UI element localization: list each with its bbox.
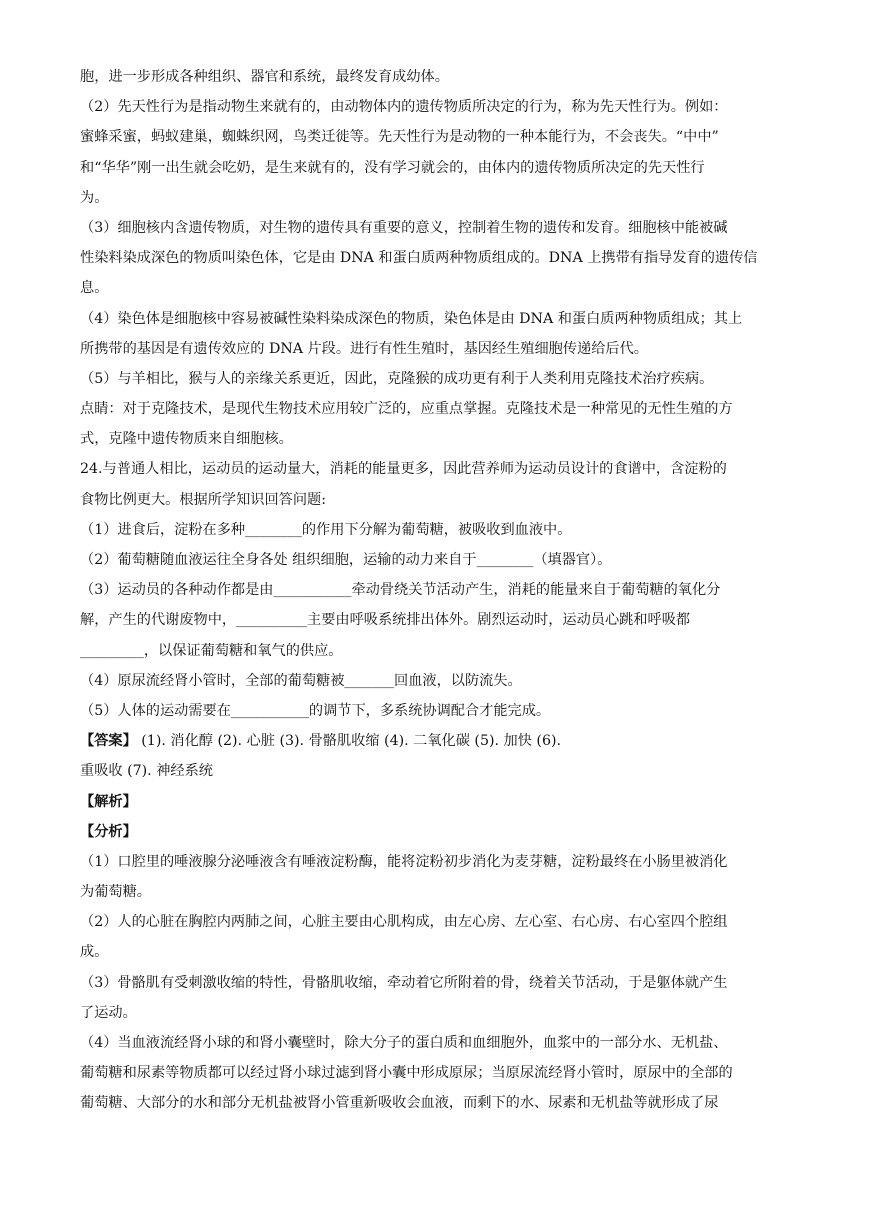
question-line: 食物比例更大。根据所学知识回答问题: [80, 491, 326, 508]
text-line: 息。 [80, 280, 109, 297]
question-line: （3）运动员的各种动作都是由___________牵动骨绕关节活动产生，消耗的能量来自于葡萄糖的氧化分 [80, 582, 721, 599]
answer-label: 【答案】 [80, 733, 137, 750]
document-body [80, 62, 792, 1119]
analysis-line: （1）口腔里的唾液腺分泌唾液含有唾液淀粉酶，能将淀粉初步消化为麦芽糖，淀粉最终在小肠里被消化 [80, 853, 728, 870]
text-line: （4）染色体是细胞核中容易被碱性染料染成深色的物质，染色体是由 DNA 和蛋白质两种物质组成；其上 [80, 310, 743, 327]
question-line: 24.与普通人相比，运动员的运动量大，消耗的能量更多，因此营养师为运动员设计的食谱中，含淀粉的 [80, 461, 727, 478]
analysis-line: （2）人的心脏在胸腔内两肺之间，心脏主要由心肌构成，由左心房、左心室、右心房、右心室四个腔组 [80, 914, 728, 931]
question-line: （2）葡萄糖随血液运往全身各处 组织细胞，运输的动力来自于________（填器官）。 [80, 552, 612, 568]
text-line: 胞，进一步形成各种组织、器官和系统，最终发育成幼体。 [80, 69, 449, 85]
text-line: 所携带的基因是有遗传效应的 DNA 片段。进行有性生殖时，基因经生殖细胞传递给后代。 [80, 340, 648, 357]
analysis-line: （3）骨骼肌有受刺激收缩的特性，骨骼肌收缩，牵动着它所附着的骨，绕着关节活动，于是躯体就产生 [80, 974, 728, 991]
analysis-line: 成。 [80, 944, 109, 961]
answer-line-continued: 重吸收 (7). 神经系统 [80, 763, 213, 780]
analysis-line: 了运动。 [80, 1004, 137, 1021]
text-line: 式，克隆中遗传物质来自细胞核。 [80, 431, 293, 448]
answer-line [80, 726, 792, 756]
text-line: 蜜蜂采蜜，蚂蚁建巢，蜘蛛织网，鸟类迁徙等。先天性行为是动物的一种本能行为，不会丧失。“中中” [80, 129, 719, 146]
analysis-line: 为葡萄糖。 [80, 884, 151, 901]
question-line: （4）原尿流经肾小管时，全部的葡萄糖被_______回血液，以防流失。 [80, 672, 522, 689]
question-line: _________，以保证葡萄糖和氧气的供应。 [80, 642, 343, 659]
text-line: 性染料染成深色的物质叫染色体，它是由 DNA 和蛋白质两种物质组成的。DNA 上携带有指导发育的遗传信 [80, 250, 758, 267]
text-line: 和“华华”刚一出生就会吃奶，是生来就有的，没有学习就会的，由体内的遗传物质所决定的先天性行 [80, 159, 705, 176]
question-line: （5）人体的运动需要在___________的调节下，多系统协调配合才能完成。 [80, 702, 551, 719]
analysis-label: 【解析】 [80, 793, 137, 810]
analysis-line: （4）当血液流经肾小球的和肾小囊壁时，除大分子的蛋白质和血细胞外，血浆中的一部分水、无机盐、 [80, 1035, 728, 1051]
question-line: （1）进食后，淀粉在多种________的作用下分解为葡萄糖，被吸收到血液中。 [80, 521, 572, 538]
question-line: 解，产生的代谢废物中，__________主要由呼吸系统排出体外。剧烈运动时，运动员心跳和呼吸都 [80, 612, 691, 629]
text-line: （2）先天性行为是指动物生来就有的，由动物体内的遗传物质所决定的行为，称为先天性行为。例如： [80, 99, 728, 116]
text-line: （5）与羊相比，猴与人的亲缘关系更近，因此，克隆猴的成功更有利于人类利用克隆技术治疗疾病。 [80, 370, 714, 387]
text-line: （3）细胞核内含遗传物质，对生物的遗传具有重要的意义，控制着生物的遗传和发育。细胞核中能被碱 [80, 219, 728, 236]
answer-text: (1). 消化醇 (2). 心脏 (3). 骨骼肌收缩 (4). 二氧化碳 (5). 加快 (6). [136, 733, 562, 750]
analysis-line: 葡萄糖和尿素等物质都可以经过肾小球过滤到肾小囊中形成原尿；当原尿流经肾小管时，原尿中的全部的 [80, 1065, 733, 1082]
fenxi-label: 【分析】 [80, 823, 137, 840]
text-line: 点睛：对于克隆技术，是现代生物技术应用较广泛的，应重点掌握。克隆技术是一种常见的无性生殖的方 [80, 401, 733, 418]
analysis-line: 葡萄糖、大部分的水和部分无机盐被肾小管重新吸收会血液，而剩下的水、尿素和无机盐等就形成了尿 [80, 1095, 719, 1112]
text-line: 为。 [80, 189, 109, 206]
